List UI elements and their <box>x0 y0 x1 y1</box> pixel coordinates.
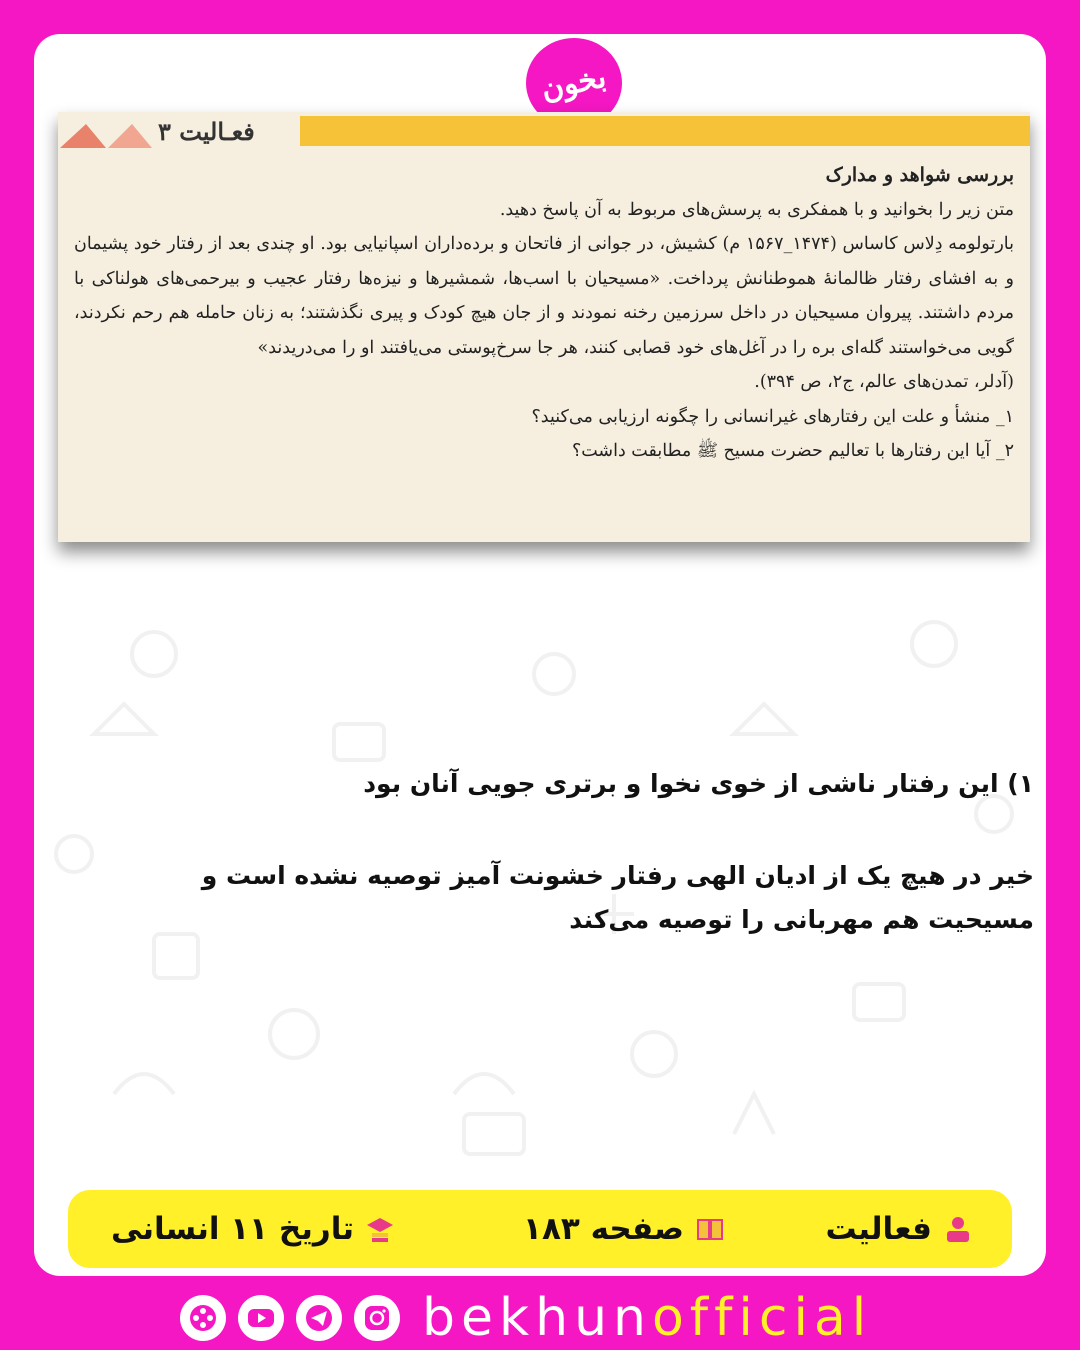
page-number-item <box>523 1190 724 1268</box>
open-book-icon <box>696 1215 724 1243</box>
textbook-excerpt <box>58 112 1030 542</box>
excerpt-body <box>58 152 1030 469</box>
activity-header <box>58 112 1030 152</box>
brand-handle <box>422 1288 872 1348</box>
telegram-icon <box>304 1303 334 1333</box>
header-triangles-icon <box>60 122 152 148</box>
subject-item <box>111 1190 394 1268</box>
film-reel-icon <box>188 1303 218 1333</box>
graduation-cap-icon <box>366 1215 394 1243</box>
instagram-icon <box>362 1303 392 1333</box>
activity-header-bar <box>300 116 1030 146</box>
question-1: ۱_ منشأ و علت این رفتارهای غیرانسانی را چگونه ارزیابی می‌کنید؟ <box>531 406 1014 427</box>
teacher-icon <box>944 1215 972 1243</box>
question-2: ۲_ آیا این رفتارها با تعالیم حضرت مسیح ﷺ مطابقت داشت؟ <box>571 441 1014 461</box>
answers-section <box>120 762 1034 942</box>
excerpt-paragraph: بارتولومه دِلاس کاساس (۱۴۷۴_۱۵۶۷ م) کشیش، در جوانی از فاتحان و برده‌داران اسپانیایی بود. او چندی بعد از رفتار خود پشیمان و به افشای رفتار ظالمانهٔ هموطنانش پرداخت. «مسیحیان با اسب‌ها، شمشیرها و نیزه‌ها رفتار عجیب و بیرحمی‌های هولناکی با مردم داشتند. پیروان مسیحیان در داخل سرزمین رخنه نمودند و از جان هیچ کودک و پیری نگذشتند؛ به زنان حامله هم رحم نکردند، گویی می‌خواستند گله‌ای بره را در آغل‌های خود قصابی کنند، هر جا سرخ‌پوستی می‌یافتند او را می‌دریدند» <box>74 234 1015 358</box>
brand-handle-part2: official <box>651 1288 873 1348</box>
activity-type-item <box>825 1190 972 1268</box>
answer-1: ۱) این رفتار ناشی از خوی نخوا و برتری جویی آنان بود <box>363 769 1034 798</box>
youtube-icon <box>246 1303 276 1333</box>
brand-handle-part1: bekhun <box>422 1288 652 1348</box>
youtube-button[interactable] <box>238 1295 284 1341</box>
footer <box>180 1288 900 1348</box>
section-heading: بررسی شواهد و مدارک <box>825 164 1014 186</box>
instruction-text: متن زیر را بخوانید و با همفکری به پرسش‌های مربوط به آن پاسخ دهید. <box>499 199 1014 220</box>
activity-title: فعـالیت ۳ <box>158 117 255 146</box>
subject-label: تاریخ ۱۱ انسانی <box>111 1211 354 1247</box>
film-reel-button[interactable] <box>180 1295 226 1341</box>
info-bar <box>68 1190 1012 1268</box>
instagram-button[interactable] <box>354 1295 400 1341</box>
page-number-label: صفحه ۱۸۳ <box>523 1211 684 1247</box>
logo-text: بخون <box>538 59 610 107</box>
citation-text: (آدلر، تمدن‌های عالم، ج۲، ص ۳۹۴). <box>754 372 1014 392</box>
answer-2: خیر در هیچ یک از ادیان الهی رفتار خشونت آمیز توصیه نشده است و مسیحیت هم مهربانی را توصیه می‌کند <box>201 861 1034 934</box>
telegram-button[interactable] <box>296 1295 342 1341</box>
activity-type-label: فعالیت <box>825 1211 932 1247</box>
